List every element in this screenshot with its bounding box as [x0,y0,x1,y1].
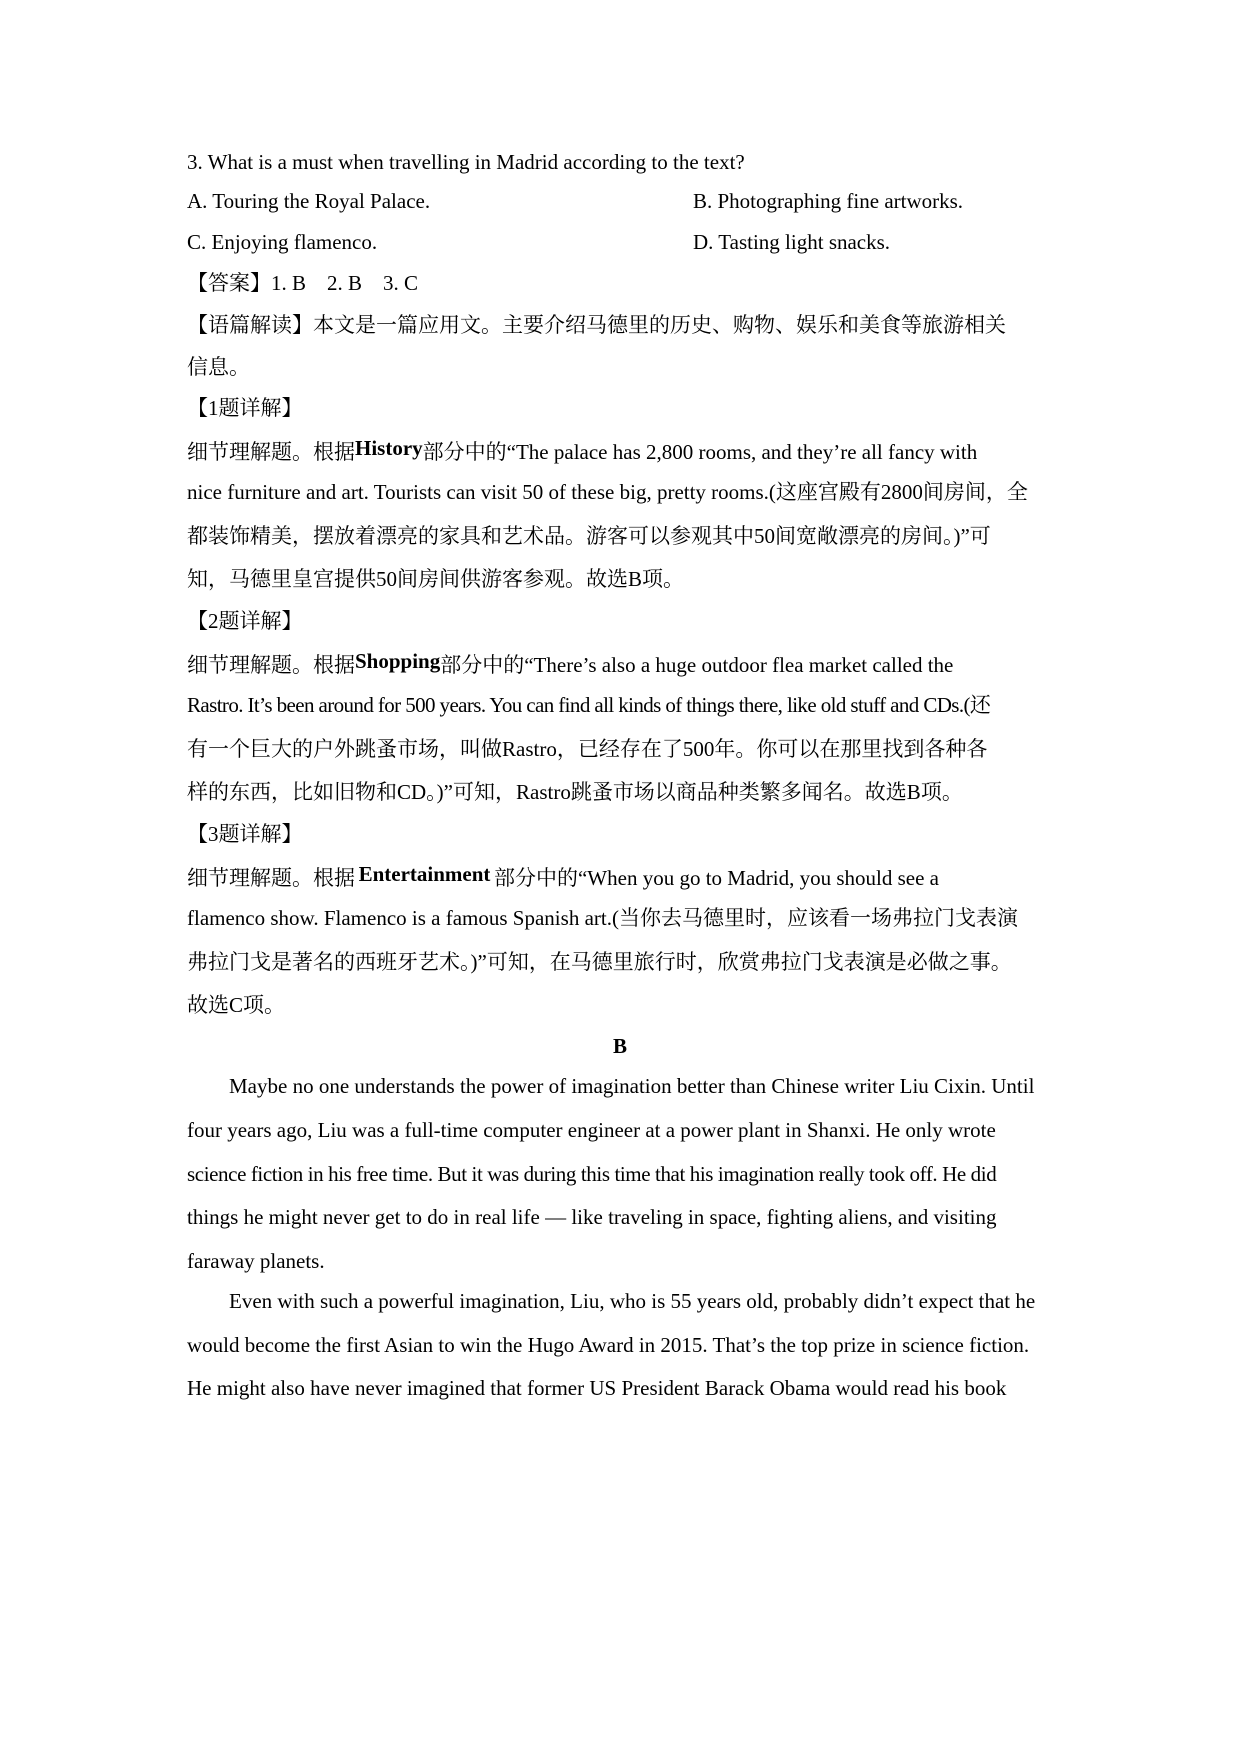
passage-reading-line-2: 信息。 [187,355,250,379]
answer-line: 【答案】1. B 2. B 3. C [187,271,419,295]
question-3-stem: 3. What is a must when travelling in Madrid according to the text? [187,150,745,174]
section-b-p1-line-4: things he might never get to do in real life — like traveling in space, fighting aliens, and visiting [187,1205,997,1229]
passage-reading-line-1: 【语篇解读】本文是一篇应用文。主要介绍马德里的历史、购物、娱乐和美食等旅游相关 [187,313,1006,337]
detail-2-heading: 【2题详解】 [187,609,303,633]
detail-1-heading: 【1题详解】 [187,396,303,420]
detail-2-text-pre: 细节理解题。根据 [187,653,355,677]
option-d: D. Tasting light snacks. [693,230,891,254]
detail-1-section-name: History [355,436,423,460]
detail-1-line-3: 都装饰精美，摆放着漂亮的家具和艺术品。游客可以参观其中50间宽敞漂亮的房间。)”可 [187,524,991,548]
detail-2-line-3: 有一个巨大的户外跳蚤市场，叫做Rastro，已经存在了500年。你可以在那里找到各种各 [187,737,988,761]
section-b-p1-line-3: science fiction in his free time. But it was during this time that his imagination really took off. He did [187,1162,997,1186]
section-b-p2-line-2: would become the first Asian to win the Hugo Award in 2015. That’s the top prize in science fiction. [187,1333,1030,1357]
detail-3-text-pre: 细节理解题。根据 [187,866,355,890]
detail-2-text-post: 部分中的“There’s also a huge outdoor flea market called the [440,653,954,677]
section-b-title: B [612,1034,627,1058]
detail-3-line-4: 故选C项。 [187,993,286,1017]
option-a: A. Touring the Royal Palace. [187,189,431,213]
option-c: C. Enjoying flamenco. [187,230,378,254]
question-3-options-row-1 [187,189,1053,214]
detail-2-section-name: Shopping [355,649,441,673]
detail-1-line-2: nice furniture and art. Tourists can visit 50 of these big, pretty rooms.(这座宫殿有2800间房间，全 [187,480,1028,504]
section-b-p1-line-2: four years ago, Liu was a full-time computer engineer at a power plant in Shanxi. He only wrote [187,1118,996,1142]
detail-1-text-post: 部分中的“The palace has 2,800 rooms, and they’re all fancy with [422,440,978,464]
section-b-p2-line-3: He might also have never imagined that former US President Barack Obama would read his book [187,1376,1007,1400]
detail-1-text-pre: 细节理解题。根据 [187,440,355,464]
detail-3-text-post: 部分中的“When you go to Madrid, you should see a [493,866,939,890]
detail-2-line-2: Rastro. It’s been around for 500 years. You can find all kinds of things there, like old stuff and CDs.(还 [187,693,991,717]
detail-3-line-2: flamenco show. Flamenco is a famous Spanish art.(当你去马德里时，应该看一场弗拉门戈表演 [187,906,1018,930]
section-b-p1-line-1: Maybe no one understands the power of imagination better than Chinese writer Liu Cixin. Until [229,1074,1035,1098]
detail-3-heading: 【3题详解】 [187,822,303,846]
detail-3-line-1 [187,862,939,892]
question-3-options-row-2 [187,230,1053,255]
detail-1-line-4: 知，马德里皇宫提供50间房间供游客参观。故选B项。 [187,567,685,591]
option-b: B. Photographing fine artworks. [693,189,964,213]
detail-1-line-1 [187,436,978,466]
detail-2-line-1 [187,649,954,679]
section-b-p1-line-5: faraway planets. [187,1249,325,1273]
detail-3-line-3: 弗拉门戈是著名的西班牙艺术。)”可知，在马德里旅行时，欣赏弗拉门戈表演是必做之事。 [187,950,1012,974]
section-b-p2-line-1: Even with such a powerful imagination, Liu, who is 55 years old, probably didn’t expect that he [229,1289,1036,1313]
detail-2-line-4: 样的东西，比如旧物和CD。)”可知，Rastro跳蚤市场以商品种类繁多闻名。故选B项。 [187,780,963,804]
detail-3-section-name: Entertainment [358,862,491,886]
